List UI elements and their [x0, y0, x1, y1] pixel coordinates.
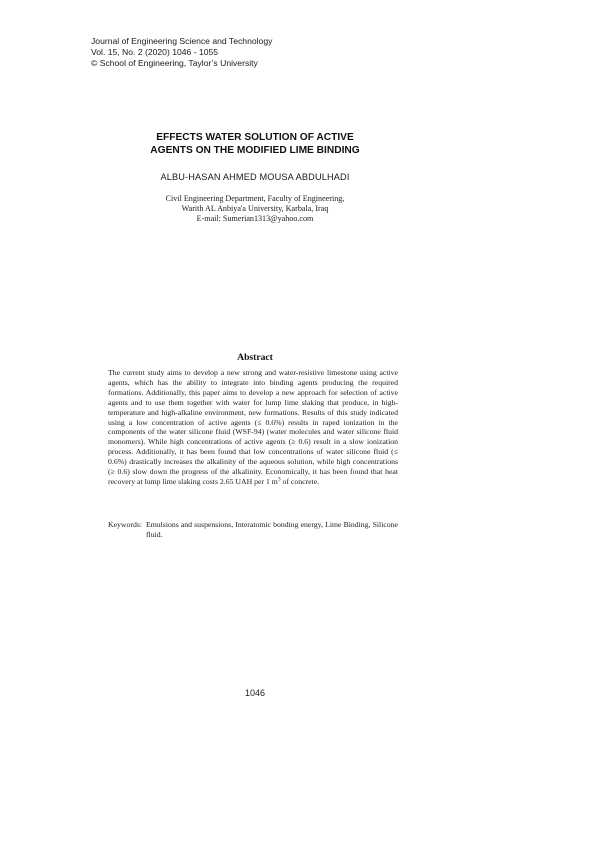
journal-volume: Vol. 15, No. 2 (2020) 1046 - 1055 — [91, 46, 219, 57]
paper-title-line-1: EFFECTS WATER SOLUTION OF ACTIVE — [156, 132, 354, 143]
affiliation-university: Warith AL Anbiya'a University, Karbala, Iraq — [181, 204, 329, 214]
author-affiliation — [0, 194, 510, 225]
keywords-list: Emulsions and suspensions, Interatomic bonding energy, Lime Binding, Silicone fluid. — [146, 520, 398, 539]
keywords — [108, 520, 398, 540]
abstract-heading: Abstract — [237, 352, 273, 363]
abstract-body — [108, 368, 398, 487]
affiliation-department: Civil Engineering Department, Faculty of Engineering, — [165, 194, 345, 203]
journal-copyright: © School of Engineering, Taylor’s University — [91, 57, 258, 68]
abstract-text-end: of concrete. — [280, 476, 320, 486]
journal-header — [91, 36, 272, 68]
keywords-label: Keywords: — [108, 520, 143, 529]
abstract-superscript: 3 — [277, 476, 281, 483]
page-number: 1046 — [244, 688, 266, 698]
abstract-text: The current study aims to develop a new strong and water-resistive limestone using active agents, which has the ability to integrate into binding agents producing the required formations. Additionally, this paper aims to develop a new approach for selection of active agents and to use them together with water for lump lime slaking that produce, in high-temperature and high-alkaline environment, new formations. Results of this study indicated using a low concentration of active agents (≤ 0.6%) results in raped ionization in the components of the water silicone fluid (WSF-94) (water molecules and water silicone fluid monomers). While high concentrations of active agents (≥ 0.6) result in a slow ionization process. Additionally, it has been found that low concentrations of water silicone fluid (≤ 0.6%) drastically increases the alkalinity of the aqueous solution, while high concentrations (≥ 0.6) slow down the progress of the alkalinity. Economically, it has been found that heat recovery at lump lime slaking costs 2.65 UAH per 1 m — [108, 368, 398, 486]
author-email: E-mail: Sumerian1313@yahoo.com — [196, 214, 314, 224]
journal-name: Journal of Engineering Science and Technology — [91, 36, 273, 46]
paper-title — [0, 132, 510, 157]
author-name: ALBU-HASAN AHMED MOUSA ABDULHADI — [160, 172, 350, 182]
paper-title-line-2: AGENTS ON THE MODIFIED LIME BINDING — [150, 144, 360, 156]
